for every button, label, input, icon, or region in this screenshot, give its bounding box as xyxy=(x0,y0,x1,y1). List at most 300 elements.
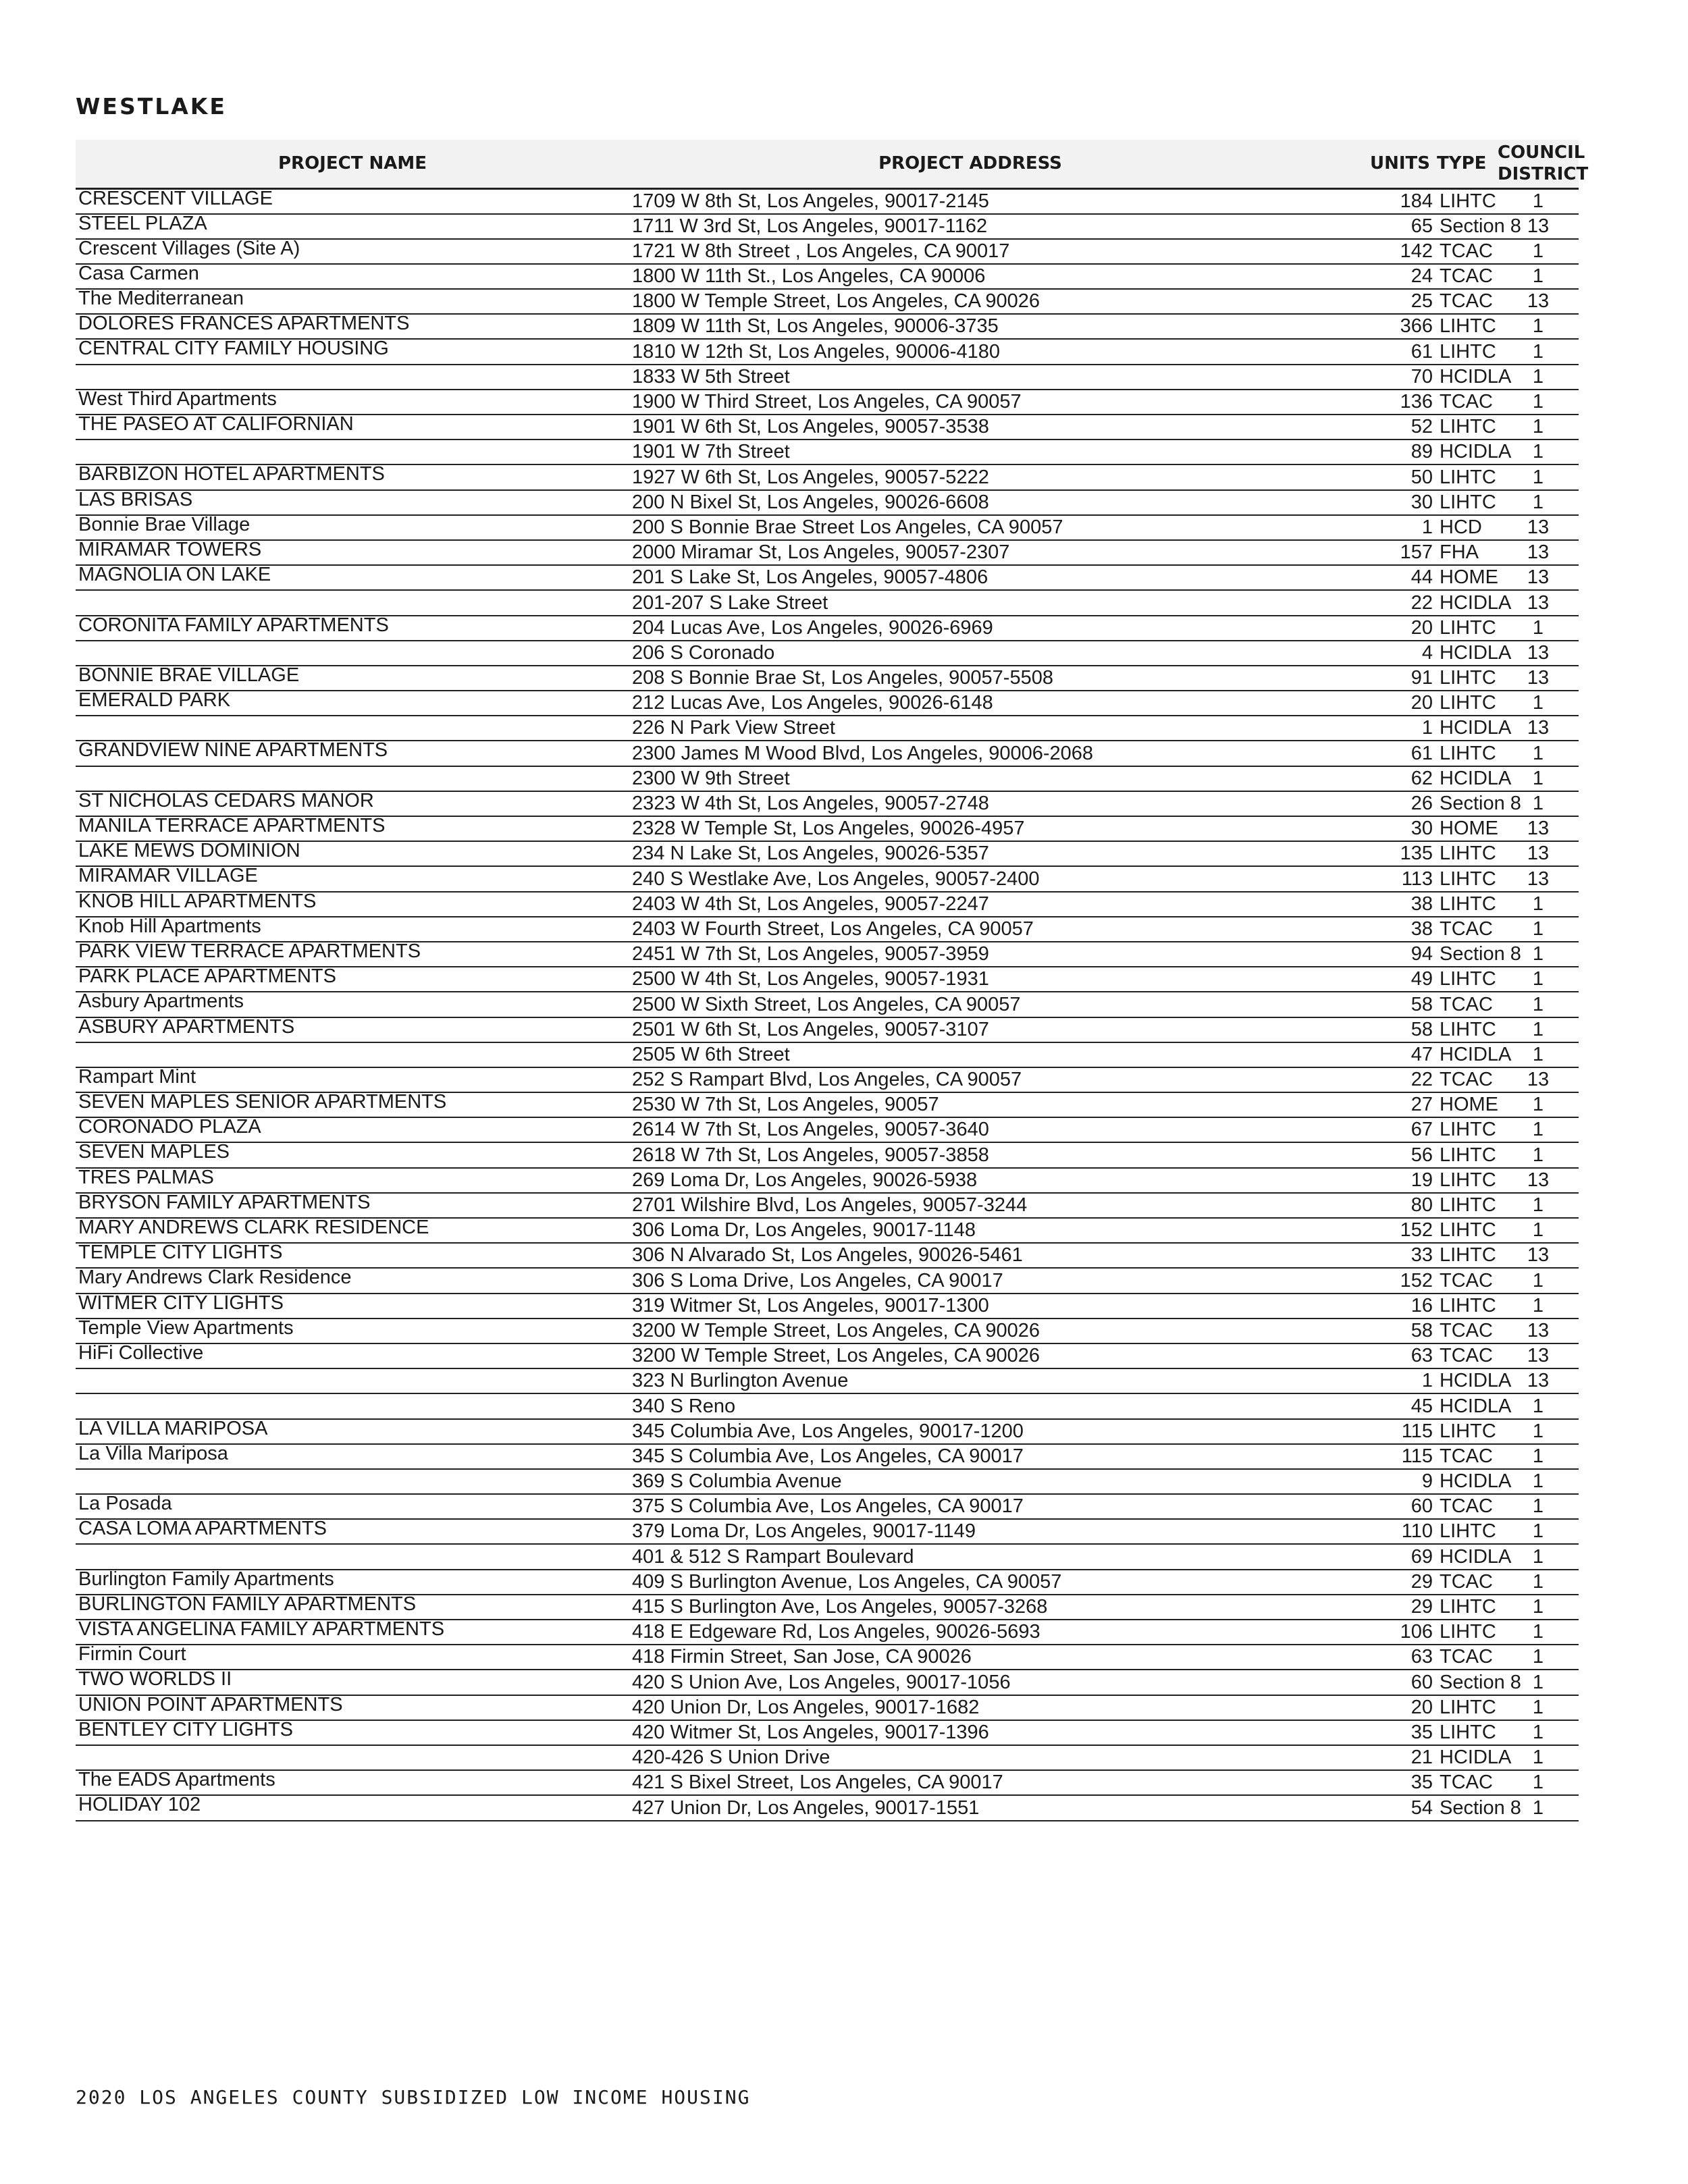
cell-units: 65 xyxy=(1311,214,1437,239)
cell-units: 106 xyxy=(1311,1620,1437,1645)
cell-project-name: BURLINGTON FAMILY APARTMENTS xyxy=(76,1595,629,1620)
cell-project-address: 319 Witmer St, Los Angeles, 90017-1300 xyxy=(629,1294,1311,1319)
cell-council-district: 1 xyxy=(1498,339,1579,364)
cell-project-name: La Villa Mariposa xyxy=(76,1444,629,1469)
cell-type: LIHTC xyxy=(1437,1017,1498,1042)
cell-council-district: 1 xyxy=(1498,691,1579,716)
cell-project-address: 418 E Edgeware Rd, Los Angeles, 90026-5693 xyxy=(629,1620,1311,1645)
cell-type: Section 8 xyxy=(1437,1670,1498,1695)
cell-units: 44 xyxy=(1311,565,1437,590)
cell-council-district: 1 xyxy=(1498,1745,1579,1770)
cell-units: 16 xyxy=(1311,1294,1437,1319)
cell-type: LIHTC xyxy=(1437,892,1498,917)
cell-type: LIHTC xyxy=(1437,1695,1498,1720)
table-row xyxy=(76,917,1579,942)
cell-type: HCIDLA xyxy=(1437,1368,1498,1393)
table-row xyxy=(76,339,1579,364)
cell-units: 27 xyxy=(1311,1092,1437,1117)
cell-type: Section 8 xyxy=(1437,791,1498,816)
cell-council-district: 13 xyxy=(1498,214,1579,239)
cell-units: 22 xyxy=(1311,1067,1437,1092)
cell-type: LIHTC xyxy=(1437,1142,1498,1167)
cell-council-district: 1 xyxy=(1498,464,1579,489)
cell-project-address: 1810 W 12th St, Los Angeles, 90006-4180 xyxy=(629,339,1311,364)
cell-project-address: 2451 W 7th St, Los Angeles, 90057-3959 xyxy=(629,942,1311,967)
cell-type: TCAC xyxy=(1437,917,1498,942)
cell-units: 152 xyxy=(1311,1268,1437,1293)
table-row xyxy=(76,264,1579,289)
cell-project-address: 1809 W 11th St, Los Angeles, 90006-3735 xyxy=(629,314,1311,339)
cell-council-district: 13 xyxy=(1498,1243,1579,1268)
cell-units: 89 xyxy=(1311,440,1437,464)
cell-project-address: 252 S Rampart Blvd, Los Angeles, CA 90057 xyxy=(629,1067,1311,1092)
table-row xyxy=(76,1343,1579,1368)
cell-project-address: 201 S Lake St, Los Angeles, 90057-4806 xyxy=(629,565,1311,590)
cell-type: TCAC xyxy=(1437,992,1498,1017)
cell-units: 4 xyxy=(1311,641,1437,666)
cell-project-address: 2701 Wilshire Blvd, Los Angeles, 90057-3244 xyxy=(629,1193,1311,1218)
cell-units: 21 xyxy=(1311,1745,1437,1770)
cell-type: HCIDLA xyxy=(1437,440,1498,464)
column-header-units: UNITS xyxy=(1311,140,1437,188)
cell-type: TCAC xyxy=(1437,1343,1498,1368)
cell-project-address: 212 Lucas Ave, Los Angeles, 90026-6148 xyxy=(629,691,1311,716)
cell-type: HCIDLA xyxy=(1437,641,1498,666)
cell-project-name: DOLORES FRANCES APARTMENTS xyxy=(76,314,629,339)
cell-units: 56 xyxy=(1311,1142,1437,1167)
cell-type: TCAC xyxy=(1437,1319,1498,1343)
cell-type: LIHTC xyxy=(1437,1117,1498,1142)
cell-project-address: 2530 W 7th St, Los Angeles, 90057 xyxy=(629,1092,1311,1117)
cell-project-address: 201-207 S Lake Street xyxy=(629,590,1311,615)
cell-council-district: 13 xyxy=(1498,866,1579,891)
cell-council-district: 1 xyxy=(1498,1017,1579,1042)
cell-units: 115 xyxy=(1311,1419,1437,1444)
table-row xyxy=(76,214,1579,239)
cell-project-address: 226 N Park View Street xyxy=(629,716,1311,741)
cell-type: TCAC xyxy=(1437,1067,1498,1092)
cell-project-name: LA VILLA MARIPOSA xyxy=(76,1419,629,1444)
cell-units: 366 xyxy=(1311,314,1437,339)
cell-project-name: UNION POINT APARTMENTS xyxy=(76,1695,629,1720)
table-row xyxy=(76,816,1579,841)
cell-units: 52 xyxy=(1311,415,1437,440)
cell-project-address: 1721 W 8th Street , Los Angeles, CA 90017 xyxy=(629,239,1311,264)
cell-type: TCAC xyxy=(1437,1645,1498,1670)
table-row xyxy=(76,1193,1579,1218)
table-row xyxy=(76,841,1579,866)
cell-type: TCAC xyxy=(1437,1770,1498,1795)
cell-type: HCIDLA xyxy=(1437,1544,1498,1569)
cell-project-address: 1927 W 6th St, Los Angeles, 90057-5222 xyxy=(629,464,1311,489)
table-row xyxy=(76,1117,1579,1142)
cell-project-address: 2403 W 4th St, Los Angeles, 90057-2247 xyxy=(629,892,1311,917)
cell-project-address: 206 S Coronado xyxy=(629,641,1311,666)
cell-units: 157 xyxy=(1311,540,1437,565)
cell-units: 184 xyxy=(1311,188,1437,214)
table-row xyxy=(76,390,1579,415)
cell-project-name: TRES PALMAS xyxy=(76,1168,629,1193)
table-row xyxy=(76,1393,1579,1418)
cell-project-address: 415 S Burlington Ave, Los Angeles, 90057-3268 xyxy=(629,1595,1311,1620)
cell-type: LIHTC xyxy=(1437,415,1498,440)
cell-project-address: 2501 W 6th St, Los Angeles, 90057-3107 xyxy=(629,1017,1311,1042)
cell-project-name: SEVEN MAPLES SENIOR APARTMENTS xyxy=(76,1092,629,1117)
cell-council-district: 13 xyxy=(1498,716,1579,741)
cell-project-address: 306 S Loma Drive, Los Angeles, CA 90017 xyxy=(629,1268,1311,1293)
cell-council-district: 1 xyxy=(1498,616,1579,641)
table-row xyxy=(76,440,1579,464)
cell-project-name xyxy=(76,716,629,741)
table-row xyxy=(76,515,1579,540)
cell-project-name: EMERALD PARK xyxy=(76,691,629,716)
table-row xyxy=(76,741,1579,766)
table-row xyxy=(76,1494,1579,1519)
cell-units: 70 xyxy=(1311,365,1437,390)
cell-units: 50 xyxy=(1311,464,1437,489)
cell-project-address: 427 Union Dr, Los Angeles, 90017-1551 xyxy=(629,1795,1311,1820)
table-row xyxy=(76,415,1579,440)
cell-units: 135 xyxy=(1311,841,1437,866)
cell-council-district: 1 xyxy=(1498,1142,1579,1167)
cell-units: 61 xyxy=(1311,741,1437,766)
cell-council-district: 13 xyxy=(1498,540,1579,565)
cell-project-address: 2403 W Fourth Street, Los Angeles, CA 90057 xyxy=(629,917,1311,942)
cell-project-name: Crescent Villages (Site A) xyxy=(76,239,629,264)
cell-type: LIHTC xyxy=(1437,490,1498,515)
table-row xyxy=(76,992,1579,1017)
cell-type: LIHTC xyxy=(1437,616,1498,641)
cell-units: 54 xyxy=(1311,1795,1437,1820)
table-row xyxy=(76,1319,1579,1343)
cell-project-name: HOLIDAY 102 xyxy=(76,1795,629,1820)
cell-units: 35 xyxy=(1311,1770,1437,1795)
cell-units: 61 xyxy=(1311,339,1437,364)
cell-council-district: 13 xyxy=(1498,841,1579,866)
cell-project-address: 420 Union Dr, Los Angeles, 90017-1682 xyxy=(629,1695,1311,1720)
cell-council-district: 1 xyxy=(1498,1795,1579,1820)
cell-units: 25 xyxy=(1311,289,1437,314)
cell-project-address: 409 S Burlington Avenue, Los Angeles, CA 90057 xyxy=(629,1570,1311,1595)
cell-council-district: 1 xyxy=(1498,1218,1579,1243)
table-row xyxy=(76,666,1579,691)
cell-units: 33 xyxy=(1311,1243,1437,1268)
cell-project-address: 2328 W Temple St, Los Angeles, 90026-4957 xyxy=(629,816,1311,841)
housing-table xyxy=(76,140,1589,1821)
cell-project-address: 200 N Bixel St, Los Angeles, 90026-6608 xyxy=(629,490,1311,515)
cell-council-district: 1 xyxy=(1498,791,1579,816)
cell-units: 69 xyxy=(1311,1544,1437,1569)
cell-council-district: 13 xyxy=(1498,1168,1579,1193)
cell-type: HCIDLA xyxy=(1437,1042,1498,1067)
cell-project-name: MAGNOLIA ON LAKE xyxy=(76,565,629,590)
cell-type: LIHTC xyxy=(1437,1519,1498,1544)
cell-type: LIHTC xyxy=(1437,741,1498,766)
cell-project-name: CENTRAL CITY FAMILY HOUSING xyxy=(76,339,629,364)
cell-project-address: 240 S Westlake Ave, Los Angeles, 90057-2400 xyxy=(629,866,1311,891)
cell-council-district: 1 xyxy=(1498,917,1579,942)
cell-council-district: 1 xyxy=(1498,892,1579,917)
cell-units: 62 xyxy=(1311,766,1437,791)
table-row xyxy=(76,616,1579,641)
cell-project-address: 420 S Union Ave, Los Angeles, 90017-1056 xyxy=(629,1670,1311,1695)
table-row xyxy=(76,540,1579,565)
cell-project-address: 1800 W 11th St., Los Angeles, CA 90006 xyxy=(629,264,1311,289)
cell-project-name: Bonnie Brae Village xyxy=(76,515,629,540)
cell-units: 22 xyxy=(1311,590,1437,615)
cell-type: LIHTC xyxy=(1437,1620,1498,1645)
cell-project-name: MANILA TERRACE APARTMENTS xyxy=(76,816,629,841)
cell-type: LIHTC xyxy=(1437,1193,1498,1218)
table-row xyxy=(76,1795,1579,1820)
cell-project-address: 306 N Alvarado St, Los Angeles, 90026-5461 xyxy=(629,1243,1311,1268)
cell-project-name xyxy=(76,1544,629,1569)
cell-project-name: STEEL PLAZA xyxy=(76,214,629,239)
cell-project-address: 421 S Bixel Street, Los Angeles, CA 90017 xyxy=(629,1770,1311,1795)
cell-project-name: Temple View Apartments xyxy=(76,1319,629,1343)
table-row xyxy=(76,239,1579,264)
cell-type: HCIDLA xyxy=(1437,766,1498,791)
cell-type: TCAC xyxy=(1437,264,1498,289)
cell-project-name: WITMER CITY LIGHTS xyxy=(76,1294,629,1319)
table-row xyxy=(76,1620,1579,1645)
cell-units: 80 xyxy=(1311,1193,1437,1218)
cell-project-name xyxy=(76,1393,629,1418)
table-row xyxy=(76,866,1579,891)
cell-council-district: 1 xyxy=(1498,741,1579,766)
cell-units: 30 xyxy=(1311,490,1437,515)
table-row xyxy=(76,1067,1579,1092)
cell-type: HCD xyxy=(1437,515,1498,540)
cell-units: 113 xyxy=(1311,866,1437,891)
table-row xyxy=(76,464,1579,489)
cell-project-name: West Third Apartments xyxy=(76,390,629,415)
cell-type: HCIDLA xyxy=(1437,365,1498,390)
cell-council-district: 1 xyxy=(1498,1595,1579,1620)
cell-council-district: 1 xyxy=(1498,1670,1579,1695)
cell-type: LIHTC xyxy=(1437,1595,1498,1620)
table-row xyxy=(76,1017,1579,1042)
cell-project-name: The Mediterranean xyxy=(76,289,629,314)
cell-type: LIHTC xyxy=(1437,666,1498,691)
cell-project-name: BENTLEY CITY LIGHTS xyxy=(76,1720,629,1745)
cell-council-district: 1 xyxy=(1498,1620,1579,1645)
table-row xyxy=(76,188,1579,214)
cell-project-address: 1901 W 7th Street xyxy=(629,440,1311,464)
cell-council-district: 1 xyxy=(1498,1695,1579,1720)
cell-units: 29 xyxy=(1311,1570,1437,1595)
cell-council-district: 1 xyxy=(1498,1544,1579,1569)
cell-project-address: 379 Loma Dr, Los Angeles, 90017-1149 xyxy=(629,1519,1311,1544)
table-row xyxy=(76,691,1579,716)
table-row xyxy=(76,1595,1579,1620)
cell-project-name: BARBIZON HOTEL APARTMENTS xyxy=(76,464,629,489)
cell-type: Section 8 xyxy=(1437,1795,1498,1820)
cell-council-district: 1 xyxy=(1498,1294,1579,1319)
cell-type: LIHTC xyxy=(1437,188,1498,214)
cell-units: 110 xyxy=(1311,1519,1437,1544)
cell-type: TCAC xyxy=(1437,1494,1498,1519)
cell-project-address: 1709 W 8th St, Los Angeles, 90017-2145 xyxy=(629,188,1311,214)
table-row xyxy=(76,1645,1579,1670)
cell-council-district: 1 xyxy=(1498,1268,1579,1293)
cell-council-district: 1 xyxy=(1498,1092,1579,1117)
cell-type: LIHTC xyxy=(1437,339,1498,364)
cell-units: 58 xyxy=(1311,1319,1437,1343)
table-row xyxy=(76,1720,1579,1745)
cell-project-name: CRESCENT VILLAGE xyxy=(76,188,629,214)
cell-units: 38 xyxy=(1311,917,1437,942)
cell-units: 29 xyxy=(1311,1595,1437,1620)
cell-project-name: TWO WORLDS II xyxy=(76,1670,629,1695)
table-header-row xyxy=(76,140,1579,188)
cell-project-name: Casa Carmen xyxy=(76,264,629,289)
cell-project-address: 1800 W Temple Street, Los Angeles, CA 90026 xyxy=(629,289,1311,314)
cell-project-address: 2323 W 4th St, Los Angeles, 90057-2748 xyxy=(629,791,1311,816)
cell-project-name: THE PASEO AT CALIFORNIAN xyxy=(76,415,629,440)
cell-council-district: 13 xyxy=(1498,1067,1579,1092)
cell-type: LIHTC xyxy=(1437,1294,1498,1319)
cell-type: LIHTC xyxy=(1437,967,1498,992)
cell-project-name: ST NICHOLAS CEDARS MANOR xyxy=(76,791,629,816)
cell-project-address: 208 S Bonnie Brae St, Los Angeles, 90057-5508 xyxy=(629,666,1311,691)
cell-project-name xyxy=(76,590,629,615)
cell-units: 35 xyxy=(1311,1720,1437,1745)
cell-units: 45 xyxy=(1311,1393,1437,1418)
cell-project-name: Mary Andrews Clark Residence xyxy=(76,1268,629,1293)
column-header-project-address: PROJECT ADDRESS xyxy=(629,140,1311,188)
cell-project-address: 2300 James M Wood Blvd, Los Angeles, 90006-2068 xyxy=(629,741,1311,766)
cell-council-district: 1 xyxy=(1498,1193,1579,1218)
cell-project-address: 2000 Miramar St, Los Angeles, 90057-2307 xyxy=(629,540,1311,565)
cell-units: 142 xyxy=(1311,239,1437,264)
cell-units: 20 xyxy=(1311,691,1437,716)
cell-project-address: 345 S Columbia Ave, Los Angeles, CA 90017 xyxy=(629,1444,1311,1469)
table-row xyxy=(76,716,1579,741)
column-header-type: TYPE xyxy=(1437,140,1498,188)
cell-project-name xyxy=(76,440,629,464)
cell-units: 63 xyxy=(1311,1343,1437,1368)
cell-type: TCAC xyxy=(1437,239,1498,264)
cell-project-name: Knob Hill Apartments xyxy=(76,917,629,942)
cell-project-name: LAS BRISAS xyxy=(76,490,629,515)
cell-type: HCIDLA xyxy=(1437,1469,1498,1494)
cell-type: TCAC xyxy=(1437,289,1498,314)
cell-project-name: VISTA ANGELINA FAMILY APARTMENTS xyxy=(76,1620,629,1645)
table-row xyxy=(76,1092,1579,1117)
cell-project-address: 323 N Burlington Avenue xyxy=(629,1368,1311,1393)
table-row xyxy=(76,1570,1579,1595)
page-footer: 2020 LOS ANGELES COUNTY SUBSIDIZED LOW INCOME HOUSING xyxy=(76,2086,751,2108)
cell-project-name xyxy=(76,1042,629,1067)
cell-type: HCIDLA xyxy=(1437,1393,1498,1418)
cell-project-address: 420-426 S Union Drive xyxy=(629,1745,1311,1770)
cell-project-address: 369 S Columbia Avenue xyxy=(629,1469,1311,1494)
cell-project-name: BONNIE BRAE VILLAGE xyxy=(76,666,629,691)
table-row xyxy=(76,1745,1579,1770)
column-header-project-name: PROJECT NAME xyxy=(76,140,629,188)
cell-council-district: 1 xyxy=(1498,992,1579,1017)
cell-council-district: 1 xyxy=(1498,490,1579,515)
cell-project-address: 200 S Bonnie Brae Street Los Angeles, CA 90057 xyxy=(629,515,1311,540)
cell-council-district: 1 xyxy=(1498,188,1579,214)
cell-project-name: MIRAMAR TOWERS xyxy=(76,540,629,565)
cell-council-district: 1 xyxy=(1498,1469,1579,1494)
cell-council-district: 13 xyxy=(1498,565,1579,590)
cell-project-address: 234 N Lake St, Los Angeles, 90026-5357 xyxy=(629,841,1311,866)
cell-type: HOME xyxy=(1437,816,1498,841)
cell-type: LIHTC xyxy=(1437,866,1498,891)
cell-type: LIHTC xyxy=(1437,841,1498,866)
table-row xyxy=(76,1042,1579,1067)
cell-council-district: 1 xyxy=(1498,264,1579,289)
cell-council-district: 13 xyxy=(1498,1343,1579,1368)
cell-council-district: 1 xyxy=(1498,1494,1579,1519)
cell-type: TCAC xyxy=(1437,1570,1498,1595)
cell-council-district: 13 xyxy=(1498,641,1579,666)
cell-project-address: 340 S Reno xyxy=(629,1393,1311,1418)
cell-project-address: 418 Firmin Street, San Jose, CA 90026 xyxy=(629,1645,1311,1670)
cell-type: Section 8 xyxy=(1437,214,1498,239)
cell-council-district: 1 xyxy=(1498,390,1579,415)
cell-units: 58 xyxy=(1311,992,1437,1017)
cell-project-address: 2300 W 9th Street xyxy=(629,766,1311,791)
cell-type: LIHTC xyxy=(1437,314,1498,339)
table-row xyxy=(76,1670,1579,1695)
cell-project-name: LAKE MEWS DOMINION xyxy=(76,841,629,866)
cell-project-address: 2618 W 7th St, Los Angeles, 90057-3858 xyxy=(629,1142,1311,1167)
table-row xyxy=(76,766,1579,791)
cell-units: 49 xyxy=(1311,967,1437,992)
cell-project-address: 2614 W 7th St, Los Angeles, 90057-3640 xyxy=(629,1117,1311,1142)
cell-project-address: 3200 W Temple Street, Los Angeles, CA 90026 xyxy=(629,1343,1311,1368)
cell-type: HOME xyxy=(1437,565,1498,590)
table-row xyxy=(76,1419,1579,1444)
cell-units: 30 xyxy=(1311,816,1437,841)
table-row xyxy=(76,1168,1579,1193)
cell-units: 24 xyxy=(1311,264,1437,289)
cell-units: 63 xyxy=(1311,1645,1437,1670)
region-title: WESTLAKE xyxy=(76,93,227,119)
table-row xyxy=(76,967,1579,992)
cell-council-district: 1 xyxy=(1498,967,1579,992)
table-row xyxy=(76,365,1579,390)
cell-council-district: 13 xyxy=(1498,816,1579,841)
table-body xyxy=(76,188,1579,1821)
table-row xyxy=(76,1695,1579,1720)
cell-type: LIHTC xyxy=(1437,1168,1498,1193)
cell-units: 20 xyxy=(1311,1695,1437,1720)
cell-project-name: Asbury Apartments xyxy=(76,992,629,1017)
cell-council-district: 1 xyxy=(1498,1519,1579,1544)
table-row xyxy=(76,791,1579,816)
cell-units: 26 xyxy=(1311,791,1437,816)
cell-project-address: 269 Loma Dr, Los Angeles, 90026-5938 xyxy=(629,1168,1311,1193)
cell-type: LIHTC xyxy=(1437,1243,1498,1268)
cell-units: 9 xyxy=(1311,1469,1437,1494)
table-row xyxy=(76,590,1579,615)
cell-units: 60 xyxy=(1311,1670,1437,1695)
cell-project-name: Firmin Court xyxy=(76,1645,629,1670)
cell-project-name: SEVEN MAPLES xyxy=(76,1142,629,1167)
cell-project-name: MARY ANDREWS CLARK RESIDENCE xyxy=(76,1218,629,1243)
cell-type: FHA xyxy=(1437,540,1498,565)
cell-type: LIHTC xyxy=(1437,464,1498,489)
cell-project-address: 1711 W 3rd St, Los Angeles, 90017-1162 xyxy=(629,214,1311,239)
cell-project-name: ASBURY APARTMENTS xyxy=(76,1017,629,1042)
cell-units: 91 xyxy=(1311,666,1437,691)
table-row xyxy=(76,1444,1579,1469)
